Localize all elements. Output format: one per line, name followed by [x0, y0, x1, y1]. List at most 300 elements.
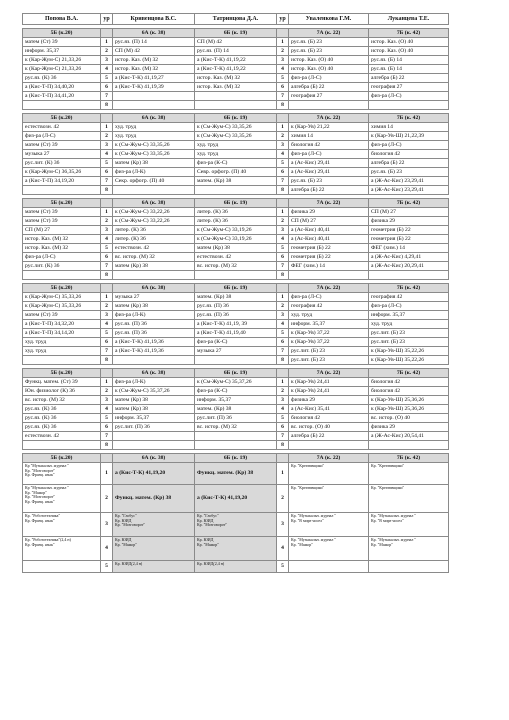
lesson-cell: физ-ра (К-С)	[195, 387, 277, 396]
lesson-col-blank	[277, 114, 289, 123]
lesson-cell	[369, 101, 449, 110]
club-entry: Кр. "Музыкальн. журнал "	[371, 537, 417, 542]
lesson-cell	[195, 432, 277, 441]
lesson-cell: география 42	[369, 293, 449, 302]
lesson-cell: к (См-Жум-С) 35,37,26	[113, 387, 195, 396]
lesson-row	[23, 320, 449, 329]
lesson-cell: истор. Каз. (М) 32	[195, 74, 277, 83]
lesson-cell: худ. труд	[195, 141, 277, 150]
lesson-row	[23, 262, 449, 271]
lesson-cell: физ-ра (К-С)	[195, 338, 277, 347]
lesson-cell: а (Кис-Т-К) 41,19,36	[113, 347, 195, 356]
lesson-cell: биология 42	[369, 378, 449, 387]
lesson-number: 3	[101, 513, 113, 537]
lesson-row	[23, 387, 449, 396]
lesson-cell: а (Кис-Т-К) 41,19, 39	[195, 320, 277, 329]
club-cell	[289, 537, 369, 561]
lesson-cell: геометрия (Б) 22	[289, 253, 369, 262]
lesson-cell: к (Кар-Ув) 37,22	[289, 338, 369, 347]
lesson-cell: а (Ас-Кис) 35,41	[289, 405, 369, 414]
lesson-row	[23, 244, 449, 253]
lesson-number: 3	[277, 396, 289, 405]
lesson-cell: физика 29	[369, 423, 449, 432]
class-label: 7Б (к. 42)	[369, 284, 449, 293]
lesson-row	[23, 65, 449, 74]
lesson-cell: СП (М) 27	[289, 217, 369, 226]
lesson-col-blank	[101, 454, 113, 463]
club-cell	[369, 513, 449, 537]
lesson-row	[23, 423, 449, 432]
lesson-row	[23, 159, 449, 168]
class-label: 6Б (к. 19)	[195, 29, 277, 38]
lesson-cell: информ. 35,37	[195, 396, 277, 405]
class-label: 5Б (к.20)	[23, 284, 101, 293]
lesson-cell: к (Кар-Жум-С) 21,33,26	[23, 56, 101, 65]
lesson-cell: литер. (К) 36	[113, 235, 195, 244]
club-row	[23, 485, 449, 513]
lesson-number: 7	[277, 347, 289, 356]
timetable	[22, 13, 449, 573]
lesson-cell: вс. истор. (М) 32	[195, 262, 277, 271]
lesson-cell: рус.яз. (К) 36	[23, 74, 101, 83]
lesson-cell: худ. труд	[195, 150, 277, 159]
lesson-cell: истор. Каз. (М) 32	[23, 235, 101, 244]
lesson-cell	[113, 441, 195, 450]
club-entry: Кр. "Креативщики"	[291, 463, 325, 468]
lesson-number: 2	[101, 217, 113, 226]
lesson-cell: худ. труд	[113, 132, 195, 141]
lesson-cell: рус.лит. (Б) 23	[289, 347, 369, 356]
lesson-number: 3	[101, 311, 113, 320]
lesson-cell	[23, 271, 101, 280]
lesson-row	[23, 271, 449, 280]
lesson-row	[23, 101, 449, 110]
lesson-cell: Юн. физиолог (К) 36	[23, 387, 101, 396]
lesson-cell: истор. Каз. (О) 40	[289, 65, 369, 74]
lesson-cell: рус.лит. (К) 36	[23, 262, 101, 271]
club-entry: Кр. Франц. язык"	[25, 517, 55, 523]
lesson-cell: к (См-Жум-С) 33,35,26	[113, 150, 195, 159]
lesson-row	[23, 132, 449, 141]
lesson-cell: а (Ас-Кис) 29,41	[289, 168, 369, 177]
lesson-cell: рус.яз. (П) 36	[195, 302, 277, 311]
club-entry: Кр. "Мажор"	[25, 489, 47, 495]
class-label: 7Б (к. 42)	[369, 199, 449, 208]
club-entry: Кр. "Музыкальн. журнал "	[291, 513, 337, 518]
lesson-number: 5	[101, 244, 113, 253]
lesson-cell: ФЕГ (хим.) 14	[289, 262, 369, 271]
lesson-cell: а (Кис-Т-К) 41,19,22	[195, 65, 277, 74]
lesson-row	[23, 226, 449, 235]
lesson-number: 8	[277, 101, 289, 110]
lesson-cell: худ. труд	[113, 123, 195, 132]
lesson-cell: алгебра (Б) 22	[289, 432, 369, 441]
club-entry: Кр. "В мире чисел"	[371, 517, 404, 523]
lesson-cell	[113, 186, 195, 195]
lesson-number: 8	[277, 186, 289, 195]
lesson-cell: истор. Каз. (М) 32	[23, 244, 101, 253]
lesson-cell: химия 14	[369, 123, 449, 132]
lesson-number: 7	[101, 432, 113, 441]
teacher-header-row	[23, 14, 449, 25]
lesson-cell: литер. (К) 36	[195, 208, 277, 217]
lesson-number: 6	[277, 83, 289, 92]
lesson-cell: геометрия (Б) 22	[289, 244, 369, 253]
lesson-number: 2	[101, 132, 113, 141]
lesson-cell: к (Кар-Жум-С) 35,33,26	[23, 302, 101, 311]
club-row	[23, 463, 449, 485]
lesson-number: 6	[101, 338, 113, 347]
lesson-cell: худ. труд	[289, 311, 369, 320]
club-entry: Кр. ЮИД	[115, 537, 132, 542]
club-cell	[23, 537, 101, 561]
lesson-row	[23, 47, 449, 56]
lesson-cell: рус.лит. (П) 36	[195, 414, 277, 423]
club-cell	[289, 513, 369, 537]
club-entry: Кр. ЮИД(2,4 н)	[115, 561, 143, 566]
lesson-cell: рус.лит. (Б) 23	[369, 329, 449, 338]
lesson-row	[23, 83, 449, 92]
lesson-number: 4	[101, 235, 113, 244]
club-cell	[113, 561, 195, 573]
lesson-cell: худ. труд	[23, 338, 101, 347]
lesson-cell	[289, 441, 369, 450]
lesson-number: 5	[101, 561, 113, 573]
class-header-row	[23, 199, 449, 208]
lesson-number: 6	[101, 168, 113, 177]
lesson-row	[23, 177, 449, 186]
lesson-row	[23, 74, 449, 83]
lesson-number: 8	[101, 356, 113, 365]
club-cell	[289, 561, 369, 573]
lesson-cell: а (Кис-Т-П) 34,14,20	[23, 329, 101, 338]
class-label: 6Б (к. 19)	[195, 199, 277, 208]
lesson-cell: физ-ра (Л-С)	[289, 74, 369, 83]
lesson-cell	[195, 101, 277, 110]
lesson-row	[23, 293, 449, 302]
lesson-number: 2	[277, 217, 289, 226]
lesson-cell: а (Кис-Т-П) 34,40,20	[23, 83, 101, 92]
class-label: 6А (к. 38)	[113, 199, 195, 208]
club-entry: Кр "Музыкальн. журнал "	[25, 485, 70, 490]
class-label: 7Б (к. 42)	[369, 29, 449, 38]
lesson-number: 1	[277, 123, 289, 132]
teacher-name: Кривенцова В.С.	[113, 14, 195, 25]
lesson-number: 2	[277, 302, 289, 311]
lesson-cell: а (Кис-Т-К) 41,19,20	[195, 485, 277, 513]
lesson-cell	[369, 271, 449, 280]
lesson-cell	[369, 441, 449, 450]
lesson-cell	[23, 441, 101, 450]
lesson-row	[23, 441, 449, 450]
lesson-number: 1	[101, 123, 113, 132]
class-label: 6А (к. 38)	[113, 454, 195, 463]
class-label: 6Б (к. 19)	[195, 454, 277, 463]
lesson-cell: физ-ра (Л-К)	[113, 311, 195, 320]
lesson-cell: литер. (К) 36	[195, 217, 277, 226]
lesson-number: 5	[277, 244, 289, 253]
lesson-cell: рус.лит. (Б) 23	[369, 338, 449, 347]
lesson-cell: рус.яз. (П) 14	[195, 47, 277, 56]
lesson-number: 4	[101, 537, 113, 561]
lesson-col-blank	[101, 29, 113, 38]
teacher-name: Уваленкова Г.М.	[289, 14, 369, 25]
lesson-cell: рус.яз. (Б) 23	[289, 47, 369, 56]
club-entry: Кр. "Глобус"	[115, 513, 137, 518]
lesson-number: 7	[277, 262, 289, 271]
lesson-number: 4	[277, 150, 289, 159]
lesson-row	[23, 356, 449, 365]
lesson-number: 3	[101, 141, 113, 150]
lesson-cell: к (См-Жум-С) 33,35,26	[195, 123, 277, 132]
lesson-cell: алгебра (Б) 22	[369, 159, 449, 168]
class-label: 7Б (к. 42)	[369, 114, 449, 123]
lesson-number: 8	[277, 441, 289, 450]
club-entry: Кр. "Музыкальн. журнал "	[371, 513, 417, 518]
teacher-name: Луканцева Т.Е.	[369, 14, 449, 25]
class-header-row	[23, 284, 449, 293]
lesson-cell: музыка 27	[23, 150, 101, 159]
lesson-cell: физика 29	[369, 217, 449, 226]
lesson-cell: к (Кар-Ув-Ш) 25,36,26	[369, 405, 449, 414]
lesson-cell: а (Кис-Т-К) 41,19,39	[113, 83, 195, 92]
lesson-cell: к (Кар-Жум-С) 36,35,26	[23, 168, 101, 177]
lesson-col-blank	[277, 369, 289, 378]
lesson-cell: матем. (Кр) 38	[195, 177, 277, 186]
lesson-cell: геометрия (Б) 22	[369, 235, 449, 244]
lesson-cell: физ-ра (Л-К)	[113, 378, 195, 387]
class-label: 6А (к. 38)	[113, 369, 195, 378]
club-entry: Кр. "Глобус"	[197, 513, 219, 518]
lesson-col-label: ур	[277, 14, 289, 25]
lesson-cell: география 42	[289, 302, 369, 311]
club-entry: Кр. "Музыкальн. журнал "	[291, 537, 337, 542]
class-label: 5Б (к.20)	[23, 369, 101, 378]
lesson-cell	[23, 186, 101, 195]
lesson-number: 2	[277, 387, 289, 396]
lesson-row	[23, 186, 449, 195]
lesson-col-blank	[101, 369, 113, 378]
club-cell	[23, 463, 101, 485]
club-cell	[113, 537, 195, 561]
teacher-name: Попова В.А.	[23, 14, 101, 25]
lesson-number: 3	[277, 513, 289, 537]
lesson-number: 5	[277, 74, 289, 83]
lesson-cell: матем (Ст) 39	[23, 208, 101, 217]
class-header-row	[23, 369, 449, 378]
lesson-cell: рус.яз. (Б) 23	[289, 177, 369, 186]
lesson-number: 5	[277, 329, 289, 338]
lesson-number: 4	[277, 320, 289, 329]
lesson-row	[23, 347, 449, 356]
lesson-number: 3	[277, 56, 289, 65]
lesson-row	[23, 208, 449, 217]
lesson-row	[23, 123, 449, 132]
club-cell	[195, 537, 277, 561]
lesson-number: 7	[277, 432, 289, 441]
lesson-cell	[113, 356, 195, 365]
lesson-cell: матем (Ст) 39	[23, 217, 101, 226]
lesson-cell: к (См-Жум-С) 35,37,26	[195, 378, 277, 387]
lesson-number: 1	[277, 378, 289, 387]
lesson-number: 6	[277, 423, 289, 432]
lesson-cell: а (Ас-Кис) 40,41	[289, 235, 369, 244]
lesson-cell: матем (Ст) 39	[23, 141, 101, 150]
club-entry: Кр. Франц. язык"	[25, 541, 55, 547]
lesson-cell: матем. (Кр) 38	[195, 405, 277, 414]
club-entry: Кр. Франц. язык"	[25, 472, 55, 478]
lesson-row	[23, 405, 449, 414]
lesson-cell: а (Ж-Ас-Кис) 23,29,41	[369, 186, 449, 195]
lesson-cell	[289, 101, 369, 110]
lesson-cell: вс. истор. (О) 40	[369, 414, 449, 423]
lesson-cell: а (Кис-Т-П) 34,41,20	[23, 92, 101, 101]
lesson-cell: рус.яз. (П) 14	[113, 38, 195, 47]
class-header-row	[23, 114, 449, 123]
lesson-cell: биология 42	[289, 141, 369, 150]
lesson-number: 1	[277, 293, 289, 302]
lesson-cell: а (Кис-Т-К) 41,19,36	[113, 338, 195, 347]
lesson-cell: физ-ра (Л-С)	[369, 92, 449, 101]
lesson-row	[23, 150, 449, 159]
lesson-cell: рус.лит. (Б) 23	[289, 356, 369, 365]
class-label: 6Б (к. 19)	[195, 369, 277, 378]
lesson-col-label: ур	[101, 14, 113, 25]
lesson-cell: а (Ж-Ас-Кис) 4,29,41	[369, 253, 449, 262]
class-label: 6А (к. 38)	[113, 114, 195, 123]
lesson-cell: а (Кис-Т-К) 41,19,22	[195, 56, 277, 65]
lesson-number: 3	[277, 311, 289, 320]
lesson-cell: вс. истор. (М) 32	[23, 396, 101, 405]
lesson-cell: рус.яз. (П) 36	[195, 311, 277, 320]
lesson-cell	[195, 92, 277, 101]
club-entry: Кр. Франц. язык"	[25, 498, 55, 504]
lesson-cell	[113, 101, 195, 110]
class-label: 6Б (к. 19)	[195, 114, 277, 123]
lesson-cell	[195, 441, 277, 450]
lesson-cell: к (Кар-Ув-Ш) 21,22,39	[369, 132, 449, 141]
lesson-cell: истор. Каз. (М) 32	[113, 56, 195, 65]
club-entry: Кр. "Робототехника"(2,4 н)	[25, 537, 71, 542]
lesson-cell: к (Кар-Ув) 24,41	[289, 378, 369, 387]
lesson-cell: СП (М) 27	[23, 226, 101, 235]
club-cell	[23, 561, 101, 573]
lesson-cell	[195, 186, 277, 195]
lesson-number: 2	[101, 47, 113, 56]
class-label: 6А (к. 38)	[113, 284, 195, 293]
lesson-col-blank	[277, 284, 289, 293]
club-entry: Кр. "В мире чисел"	[291, 517, 324, 523]
lesson-cell: информ. 35,37	[289, 320, 369, 329]
club-cell	[23, 513, 101, 537]
club-cell	[369, 485, 449, 513]
class-label: 5Б (к.20)	[23, 29, 101, 38]
lesson-row	[23, 311, 449, 320]
lesson-cell: музыка 27	[195, 347, 277, 356]
lesson-number: 4	[277, 235, 289, 244]
lesson-cell: истор. Каз. (О) 40	[289, 56, 369, 65]
lesson-number: 2	[277, 47, 289, 56]
lesson-cell: к (Кар-Жум-С) 35,33,26	[23, 293, 101, 302]
lesson-cell: физ-ра (Л-С)	[23, 253, 101, 262]
lesson-cell: рус.яз. (П) 36	[113, 329, 195, 338]
lesson-cell: к (Кар-Ув-Ш) 35,22,26	[369, 347, 449, 356]
club-cell	[113, 513, 195, 537]
lesson-number: 1	[101, 463, 113, 485]
lesson-number: 8	[101, 101, 113, 110]
lesson-cell: к (Кар-Жум-С) 21,33,26	[23, 65, 101, 74]
lesson-number: 4	[277, 65, 289, 74]
class-label: 6Б (к. 19)	[195, 284, 277, 293]
lesson-cell	[113, 92, 195, 101]
lesson-cell: СП (М) 42	[113, 47, 195, 56]
lesson-cell: естествозн. 42	[23, 432, 101, 441]
lesson-cell: алгебра (Б) 22	[369, 74, 449, 83]
club-entry: Кр. ЮИД	[197, 517, 214, 523]
lesson-cell: к (Кар-Ув) 24,41	[289, 387, 369, 396]
lesson-number: 2	[277, 485, 289, 513]
lesson-cell: рус.яз. (П) 36	[113, 320, 195, 329]
club-entry: Кр. "Мажор"	[371, 541, 393, 547]
lesson-cell: к (См-Жум-С) 33,19,26	[195, 226, 277, 235]
lesson-cell: матем. (Кр) 38	[195, 293, 277, 302]
lesson-row	[23, 92, 449, 101]
lesson-number: 8	[101, 441, 113, 450]
lesson-cell: вс. истор. (М) 32	[113, 253, 195, 262]
lesson-cell: биология 42	[289, 414, 369, 423]
teacher-name: Татринцова Д.А.	[195, 14, 277, 25]
lesson-cell: Функц. матем. (Кр) 38	[113, 485, 195, 513]
lesson-number: 4	[277, 537, 289, 561]
class-label: 7А (к. 22)	[289, 114, 369, 123]
lesson-cell: рус.яз. (Б) 14	[369, 65, 449, 74]
club-entry: Кр "Музыкальн. журнал "	[25, 463, 70, 468]
lesson-cell	[23, 356, 101, 365]
lesson-number: 5	[101, 414, 113, 423]
lesson-number: 2	[277, 132, 289, 141]
lesson-cell: Секр. орфогр. (П) 40	[113, 177, 195, 186]
lesson-number: 6	[101, 83, 113, 92]
lesson-number: 5	[277, 159, 289, 168]
lesson-cell: рус.лит. (К) 36	[23, 159, 101, 168]
lesson-number: 8	[277, 356, 289, 365]
lesson-cell: худ. труд	[369, 320, 449, 329]
lesson-cell: физ-ра (Л-С)	[23, 132, 101, 141]
club-cell	[195, 561, 277, 573]
lesson-row	[23, 329, 449, 338]
lesson-cell: биология 42	[369, 387, 449, 396]
lesson-row	[23, 168, 449, 177]
lesson-cell: к (См-Жум-С) 33,22,26	[113, 217, 195, 226]
club-entry: Кр. "Мозговорот"	[197, 522, 228, 528]
lesson-row	[23, 56, 449, 65]
lesson-row	[23, 235, 449, 244]
timetable-body	[23, 14, 449, 573]
lesson-cell: рус.яз. (Б) 23	[369, 168, 449, 177]
class-label: 7А (к. 22)	[289, 369, 369, 378]
lesson-number: 7	[101, 92, 113, 101]
lesson-number: 1	[101, 38, 113, 47]
lesson-cell: к (Кар-Ув-Ш) 25,36,26	[369, 396, 449, 405]
lesson-cell: матем (Ст) 39	[23, 311, 101, 320]
lesson-number: 7	[101, 262, 113, 271]
lesson-cell: матем (Кр) 38	[113, 159, 195, 168]
lesson-cell: а (Ж-Ас-Кис) 20,29,41	[369, 262, 449, 271]
club-cell	[289, 485, 369, 513]
lesson-number: 2	[101, 485, 113, 513]
club-entry: Кр. "Мажор"	[197, 541, 219, 547]
lesson-number: 6	[277, 253, 289, 262]
